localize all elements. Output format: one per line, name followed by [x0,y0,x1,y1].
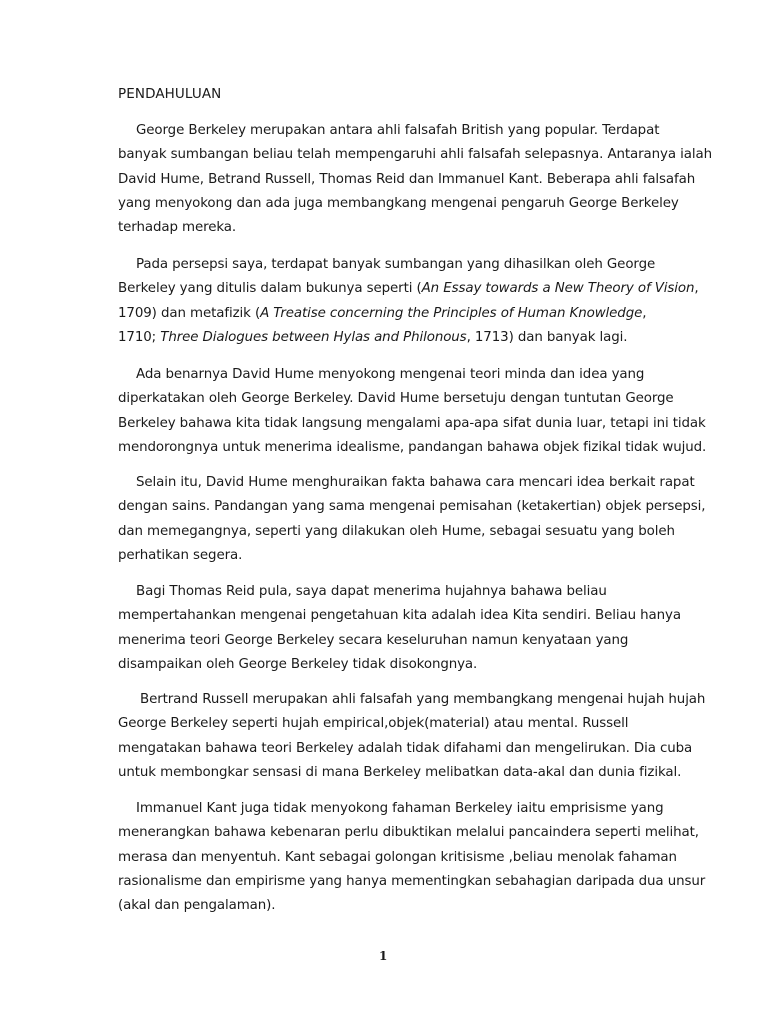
paragraph-line [118,471,695,495]
text-run: terhadap mereka. [118,220,237,236]
text-run: George Berkeley seperti hujah empirical,objek(material) atau mental. Russell [118,716,629,732]
text-run: , [642,305,647,321]
paragraph-line [118,143,712,167]
paragraph-line [118,737,693,761]
paragraph-line [118,253,678,277]
text-run: rasionalisme dan empirisme yang hanya mementingkan sebahagian daripada dua unsur [118,873,706,889]
paragraph-line [118,495,706,519]
paragraph-perception [118,253,699,350]
paragraph-line [118,326,678,350]
text-run: menerangkan bahawa kebenaran perlu dibuktikan melalui pancaindera seperti melihat, [118,825,699,841]
paragraph-hume-science [118,471,706,568]
text-run: perhatikan segera. [118,547,243,563]
paragraph-line [118,797,678,821]
text-run: (akal dan pengalaman). [118,898,276,914]
text-run: yang menyokong dan ada juga membangkang mengenai pengaruh George Berkeley [118,195,679,211]
paragraph-line [118,870,706,894]
paragraph-line [118,712,678,736]
paragraph-kant [118,797,706,918]
text-run: mempertahankan mengenai pengetahuan kita adalah idea Kita sendiri. Beliau hanya [118,608,681,624]
paragraph-line [118,216,678,240]
text-run: 1710; [118,329,161,345]
text-run: mengatakan bahawa teori Berkeley adalah tidak difahami dan mengelirukan. Dia cuba [118,740,693,756]
text-run: menerima teori George Berkeley secara keseluruhan namun kenyataan yang [118,632,629,648]
text-run: David Hume, Betrand Russell, Thomas Reid dan Immanuel Kant. Beberapa ahli falsafah [118,171,696,187]
text-run: Bertrand Russell merupakan ahli falsafah yang membangkang mengenai hujah hujah [140,692,706,707]
text-run: Selain itu, David Hume menghuraikan fakta bahawa cara mencari idea berkait rapat [136,475,695,490]
paragraph-line [118,436,707,460]
text-run: Bagi Thomas Reid pula, saya dapat menerima hujahnya bahawa beliau [136,584,607,599]
paragraph-reid [118,580,681,677]
paragraph-line [118,544,678,568]
text-run: disampaikan oleh George Berkeley tidak disokongnya. [118,656,478,672]
text-run: George Berkeley merupakan antara ahli falsafah British yang popular. Terdapat [136,123,660,138]
italic-book-title: Three Dialogues between Hylas and Philonous [160,329,467,345]
paragraph-line [118,846,678,870]
paragraph-line [118,604,681,628]
paragraph-line [118,761,682,785]
text-run: Pada persepsi saya, terdapat banyak sumbangan yang dihasilkan oleh George [136,257,656,272]
text-run: Berkeley bahawa kita tidak langsung mengalami apa-apa sifat dunia luar, tetapi ini tidak [118,415,706,431]
text-run: 1709) dan metafizik ( [118,305,261,321]
paragraph-line [118,520,678,544]
paragraph-intro [118,119,712,240]
text-run: banyak sumbangan beliau telah mempengaruhi ahli falsafah selepasnya. Antaranya ialah [118,147,712,163]
paragraph-line [118,688,706,712]
paragraph-line [118,387,678,411]
text-run: dan memegangnya, seperti yang dilakukan oleh Hume, sebagai sesuatu yang boleh [118,523,675,539]
text-run: merasa dan menyentuh. Kant sebagai golongan kritisisme ,beliau menolak fahaman [118,849,677,865]
paragraph-line [118,653,678,677]
paragraph-line [118,412,706,436]
text-run: dengan sains. Pandangan yang sama mengenai pemisahan (ketakertian) objek persepsi, [118,499,706,515]
section-heading: PENDAHULUAN [118,86,222,102]
paragraph-line [118,821,699,845]
paragraph-line [118,580,678,604]
paragraph-hume-support [118,363,707,460]
paragraph-line [118,119,678,143]
italic-book-title: A Treatise concerning the Principles of Human Knowledge [260,305,643,321]
paragraph-line [118,192,678,216]
paragraph-line [118,168,696,192]
paragraph-line [118,363,678,387]
paragraph-line [118,277,699,301]
text-run: untuk membongkar sensasi di mana Berkeley melibatkan data-akal dan dunia fizikal. [118,764,682,780]
paragraph-line [118,894,678,918]
text-run: Berkeley yang ditulis dalam bukunya seperti ( [118,281,422,297]
text-run: Immanuel Kant juga tidak menyokong fahaman Berkeley iaitu emprisisme yang [136,801,664,816]
paragraph-line [118,629,678,653]
italic-book-title: An Essay towards a New Theory of Vision [421,281,695,297]
paragraph-russell [118,688,706,785]
text-run: , 1713) dan banyak lagi. [466,329,628,345]
text-run: diperkatakan oleh George Berkeley. David Hume bersetuju dengan tuntutan George [118,391,674,407]
paragraph-line [118,302,678,326]
text-run: mendorongnya untuk menerima idealisme, pandangan bahawa objek fizikal tidak wujud. [118,439,707,455]
text-run: Ada benarnya David Hume menyokong mengenai teori minda dan idea yang [136,367,645,382]
text-run: , [694,281,699,297]
page-number: 1 [379,949,388,963]
